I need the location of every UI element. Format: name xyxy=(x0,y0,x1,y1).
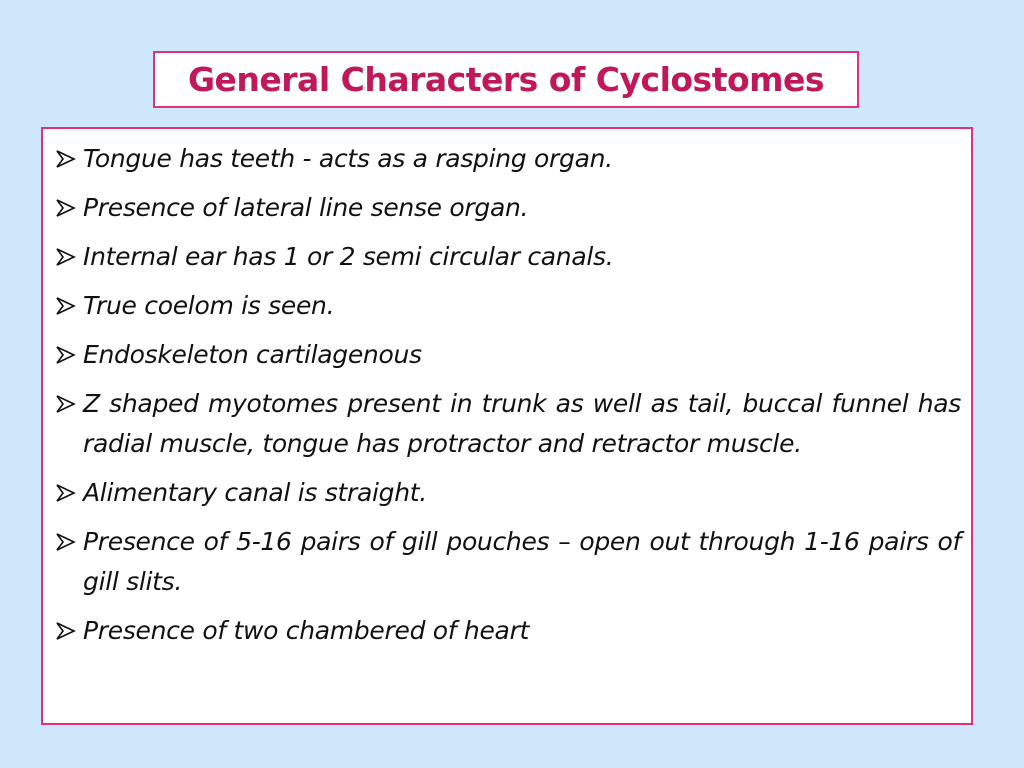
bullet-text: Presence of 5-16 pairs of gill pouches – open out through 1-16 pairs of gill slits. xyxy=(83,527,961,596)
list-item xyxy=(55,139,961,179)
arrow-bullet-icon xyxy=(55,237,83,277)
arrow-bullet-icon xyxy=(55,384,83,424)
arrow-bullet-icon xyxy=(55,335,83,375)
bullet-text: Tongue has teeth - acts as a rasping organ. xyxy=(83,144,613,173)
content-box xyxy=(41,127,973,725)
slide-title: General Characters of Cyclostomes xyxy=(187,60,825,99)
bullet-text: True coelom is seen. xyxy=(83,291,335,320)
arrow-bullet-icon xyxy=(55,611,83,651)
bullet-text: Endoskeleton cartilagenous xyxy=(83,340,422,369)
list-item xyxy=(55,188,961,228)
list-item xyxy=(55,237,961,277)
list-item xyxy=(55,286,961,326)
bullet-text: Internal ear has 1 or 2 semi circular canals. xyxy=(83,242,614,271)
list-item xyxy=(55,473,961,513)
arrow-bullet-icon xyxy=(55,286,83,326)
arrow-bullet-icon xyxy=(55,188,83,228)
bullet-text: Presence of two chambered of heart xyxy=(83,616,530,645)
list-item xyxy=(55,522,961,602)
title-box xyxy=(153,51,859,108)
bullet-text: Presence of lateral line sense organ. xyxy=(83,193,529,222)
arrow-bullet-icon xyxy=(55,473,83,513)
bullet-list xyxy=(43,129,971,651)
list-item xyxy=(55,611,961,651)
list-item xyxy=(55,384,961,464)
bullet-text: Alimentary canal is straight. xyxy=(83,478,427,507)
bullet-text: Z shaped myotomes present in trunk as well as tail, buccal funnel has radial muscle, tongue has protractor and retractor muscle. xyxy=(83,389,961,458)
arrow-bullet-icon xyxy=(55,522,83,562)
arrow-bullet-icon xyxy=(55,139,83,179)
list-item xyxy=(55,335,961,375)
